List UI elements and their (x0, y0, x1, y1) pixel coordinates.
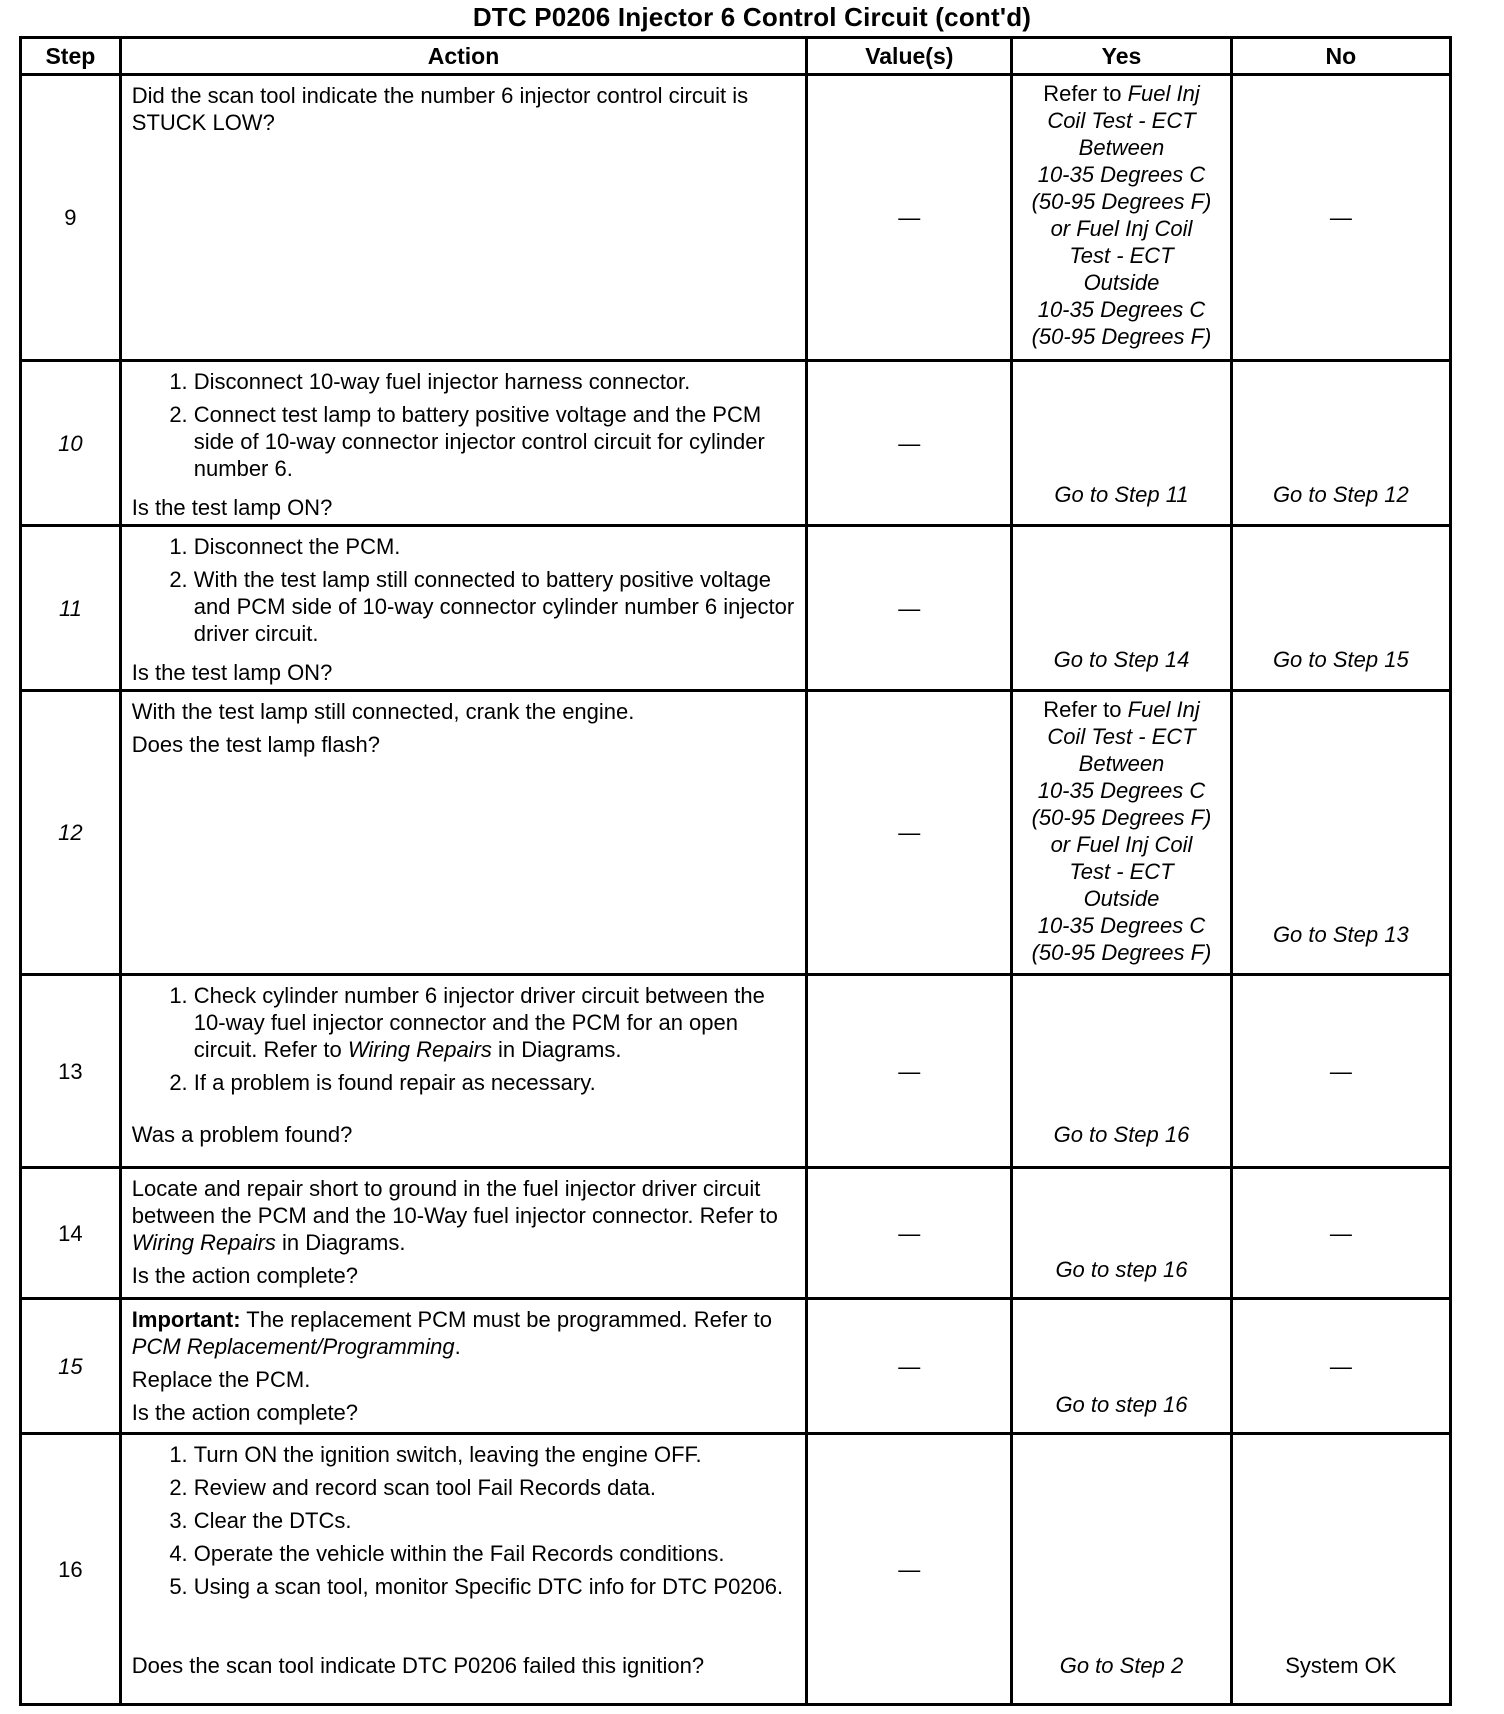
action-cell (120, 691, 806, 975)
action-text: Replace the PCM. (131, 1367, 311, 1393)
header-step: Step (21, 38, 121, 75)
step-number: 9 (21, 75, 121, 361)
action-cell (120, 1434, 806, 1705)
yes-answer: Go to Step 11 (1054, 482, 1189, 508)
value-cell: — (807, 1168, 1012, 1299)
yes-answer: Go to step 16 (1055, 1392, 1188, 1418)
step-number: 11 (21, 526, 121, 691)
yes-answer: Go to Step 14 (1053, 647, 1190, 673)
action-step: 1. Disconnect 10-way fuel injector harness connector. (194, 368, 797, 395)
no-cell (1231, 361, 1450, 526)
action-step: 4. Operate the vehicle within the Fail Records conditions. (194, 1540, 797, 1567)
action-step: 1. Check cylinder number 6 injector driver circuit between the 10-way fuel injector connector and the PCM for an open circuit. Refer to Wiring Repairs in Diagrams. (194, 982, 797, 1063)
page-title: DTC P0206 Injector 6 Control Circuit (cont'd) (472, 2, 1032, 32)
value-cell: — (807, 526, 1012, 691)
action-cell (120, 1299, 806, 1434)
no-answer: Go to Step 13 (1272, 922, 1409, 948)
yes-cell (1012, 75, 1231, 361)
refer-text: Refer to Fuel Inj Coil Test - ECT Between 10-35 Degrees C (50-95 Degrees F) or Fuel Inj Coil Test - ECT Outside 10-35 Degrees C (50-95 Degrees F) (1031, 81, 1212, 349)
no-cell (1231, 1434, 1450, 1705)
yes-answer: Go to Step 16 (1053, 1122, 1190, 1148)
value-cell: — (807, 1434, 1012, 1705)
no-cell (1231, 691, 1450, 975)
table-row (21, 1434, 1451, 1705)
action-cell (120, 975, 806, 1168)
action-step: 5. Using a scan tool, monitor Specific DTC info for DTC P0206. (194, 1573, 797, 1600)
action-cell (120, 1168, 806, 1299)
yes-cell (1012, 691, 1231, 975)
no-cell: — (1231, 1299, 1450, 1434)
diagnostic-table (19, 36, 1452, 1706)
action-text: With the test lamp still connected, crank the engine. (131, 699, 635, 725)
table-row (21, 691, 1451, 975)
header-no: No (1231, 38, 1450, 75)
step-number: 16 (21, 1434, 121, 1705)
step-number: 12 (21, 691, 121, 975)
yes-cell (1012, 1299, 1231, 1434)
action-cell (120, 361, 806, 526)
header-row (21, 38, 1451, 75)
value-cell: — (807, 1299, 1012, 1434)
action-question: Is the action complete? (131, 1263, 359, 1289)
header-yes: Yes (1012, 38, 1231, 75)
no-answer: System OK (1285, 1653, 1397, 1678)
action-question: Is the test lamp ON? (131, 495, 333, 521)
step-number: 13 (21, 975, 121, 1168)
action-cell (120, 75, 806, 361)
yes-cell (1012, 975, 1231, 1168)
step-number: 10 (21, 361, 121, 526)
header-values: Value(s) (807, 38, 1012, 75)
action-question: Is the test lamp ON? (131, 660, 333, 686)
important-note: Important: The replacement PCM must be programmed. Refer to PCM Replacement/Programming. (131, 1307, 773, 1360)
action-step: 2. If a problem is found repair as necessary. (194, 1069, 797, 1096)
yes-answer: Go to step 16 (1055, 1257, 1188, 1283)
refer-text: Refer to Fuel Inj Coil Test - ECT Between 10-35 Degrees C (50-95 Degrees F) or Fuel Inj Coil Test - ECT Outside 10-35 Degrees C (50-95 Degrees F) (1031, 697, 1212, 966)
action-steps (132, 368, 797, 488)
action-text: Locate and repair short to ground in the fuel injector driver circuit between the PCM and the 10-Way fuel injector connector. Refer to Wiring Repairs in Diagrams. (131, 1176, 778, 1256)
action-step: 2. Connect test lamp to battery positive voltage and the PCM side of 10-way connector injector control circuit for cylinder number 6. (194, 401, 797, 482)
yes-cell (1012, 361, 1231, 526)
action-step: 1. Disconnect the PCM. (194, 533, 797, 560)
action-steps (132, 982, 797, 1102)
value-cell: — (807, 691, 1012, 975)
action-step: 2. With the test lamp still connected to battery positive voltage and PCM side of 10-way connector cylinder number 6 injector driver circuit. (194, 566, 797, 647)
table-row (21, 1299, 1451, 1434)
step-number: 14 (21, 1168, 121, 1299)
value-cell: — (807, 75, 1012, 361)
action-steps (132, 533, 797, 653)
no-answer: Go to Step 12 (1272, 482, 1409, 508)
table-row (21, 1168, 1451, 1299)
table-row (21, 361, 1451, 526)
no-cell (1231, 526, 1450, 691)
value-cell: — (807, 975, 1012, 1168)
yes-cell (1012, 526, 1231, 691)
action-cell (120, 526, 806, 691)
value-cell: — (807, 361, 1012, 526)
action-step: 2. Review and record scan tool Fail Records data. (194, 1474, 797, 1501)
action-question: Was a problem found? (131, 1122, 353, 1148)
action-step: 3. Clear the DTCs. (194, 1507, 797, 1534)
action-question: Is the action complete? (131, 1400, 359, 1426)
yes-cell (1012, 1434, 1231, 1705)
header-action: Action (120, 38, 806, 75)
table-row (21, 975, 1451, 1168)
yes-cell (1012, 1168, 1231, 1299)
no-cell: — (1231, 75, 1450, 361)
action-question: Did the scan tool indicate the number 6 injector control circuit is STUCK LOW? (131, 83, 749, 135)
action-step: 1. Turn ON the ignition switch, leaving the engine OFF. (194, 1441, 797, 1468)
table-row (21, 75, 1451, 361)
no-cell: — (1231, 975, 1450, 1168)
step-number: 15 (21, 1299, 121, 1434)
no-answer: Go to Step 15 (1272, 647, 1409, 673)
action-question: Does the test lamp flash? (131, 732, 381, 758)
yes-answer: Go to Step 2 (1059, 1653, 1184, 1678)
table-row (21, 526, 1451, 691)
no-cell: — (1231, 1168, 1450, 1299)
action-steps (132, 1441, 797, 1606)
action-question: Does the scan tool indicate DTC P0206 failed this ignition? (131, 1653, 705, 1678)
